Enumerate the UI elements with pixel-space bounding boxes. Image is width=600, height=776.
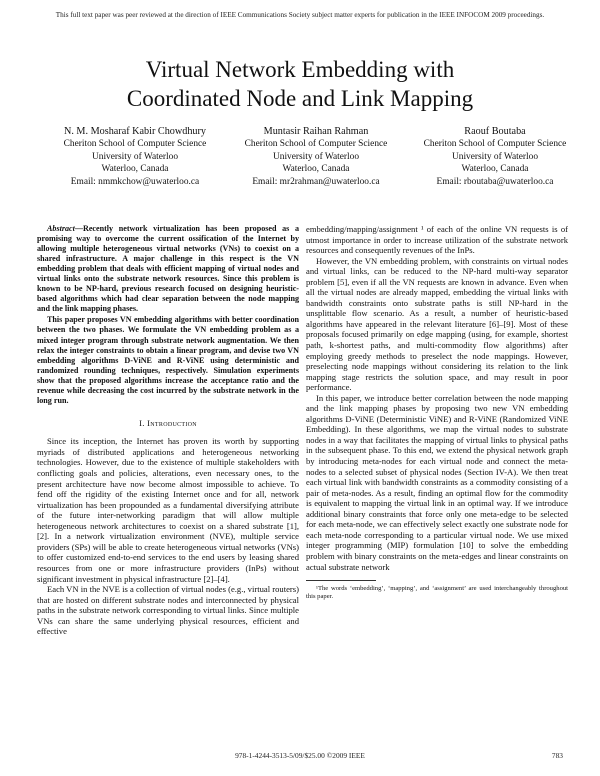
author-name: Raouf Boutaba — [464, 126, 526, 137]
intro-paragraph-2: Each VN in the NVE is a collection of virtual nodes (e.g., virtual routers) that are hosted on different substrate nodes and interconnected by physical paths in the substrate network corresponding to virtual links. Since multiple VNs can share the same underlying physical resources, efficient and effective — [37, 584, 299, 637]
author-email: Email: rboutaba@uwaterloo.ca — [436, 176, 554, 187]
right-body — [306, 224, 568, 572]
abstract-paragraph-1 — [37, 224, 299, 314]
right-paragraph-1: embedding/mapping/assignment ¹ of each of the online VN requests is of utmost importance in order to increase utilization of the substrate network resources and consequently revenues of the InPs. — [306, 224, 568, 256]
author-dept: Cheriton School of Computer Science — [423, 139, 567, 150]
right-column — [306, 224, 568, 601]
right-paragraph-2: However, the VN embedding problem, with constraints on virtual nodes and virtual links, can be reduced to the NP-hard multi-way separator problem [5], even if all the VN requests are known in advance. Even when all the virtual nodes are already mapped, embedding the virtual links with bandwidth constraints onto substrate paths is still NP-hard in the unsplittable flow scenario. As a result, a number of heuristic-based algorithms have appeared in the relevant literature [6]–[9]. Most of these proposals focused primarily on edge mapping (using, for example, shortest path, k-shortest paths, and multi-commodity flow algorithms) after employing greedy methods to preselect the node mappings. However, preselecting node mappings without considering its relation to the link mapping stage restricts the solution space, and may result in poor performance. — [306, 255, 568, 393]
abstract — [37, 224, 299, 406]
author-city: Waterloo, Canada — [461, 164, 529, 175]
author-dept: Cheriton School of Computer Science — [244, 139, 388, 150]
footnote-divider — [306, 580, 376, 581]
intro-body — [37, 436, 299, 636]
section-number: I. — [139, 417, 145, 428]
title-line-2: Coordinated Node and Link Mapping — [126, 86, 474, 111]
abstract-paragraph-2: This paper proposes VN embedding algorithms with better coordination between the two phases. We formulate the VN embedding problem as a mixed integer program through substrate network augmentation. We then relax the integer constraints to obtain a linear program, and devise two VN embedding algorithms D-ViNE and R-ViNE using deterministic and randomized rounding techniques, respectively. Simulation experiments show that the proposed algorithms increase the acceptance ratio and the revenue while decreasing the cost incurred by the substrate network in the long run. — [37, 315, 299, 405]
author-univ: University of Waterloo — [91, 151, 179, 162]
author-block-2 — [221, 126, 411, 188]
footnote: ¹The words ‘embedding’, ‘mapping’, and ‘assignment’ are used interchangeably throughout this paper. — [306, 585, 568, 601]
author-univ: University of Waterloo — [272, 151, 360, 162]
right-paragraph-3: In this paper, we introduce better correlation between the node mapping and the link mapping phases by proposing two new VN embedding algorithms D-ViNE (Deterministic ViNE) and R-ViNE (Randomized ViNE Embedding). In these algorithms, we map the virtual nodes to substrate nodes in a way that facilitates the mapping of virtual links to physical paths in the subsequent phase. To this end, we extend the physical network graph by introducing meta-nodes for each virtual node and connect the meta-nodes to a selected subset of physical nodes (Section IV-A). We then treat each virtual link with bandwidth constraints as a commodity consisting of a pair of meta-nodes. As a result, finding an optimal flow for the commodity is equivalent to mapping the virtual link in an optimal way. If we introduce additional binary constraints that force only one meta-edge to be selected for each meta-node, we can effectively select exactly one substrate node for each meta-node corresponding to a particular virtual node. We use mixed integer programming (MIP) formulation [10] to solve the embedding problem with binary constraints on the meta-edges and linear constraints on actual substrate network — [306, 392, 568, 572]
author-name: Muntasir Raihan Rahman — [263, 126, 369, 137]
abstract-text-1: —Recently network virtualization has been proposed as a promising way to overcome the current ossification of the Internet by allowing multiple heterogeneous virtual networks (VNs) to coexist on a shared infrastructure. A major challenge in this respect is the VN embedding problem that deals with efficient mapping of virtual nodes and virtual links onto the substrate network resources. Since this problem is known to be NP-hard, previous research focused on designing heuristic-based algorithms which had clear separation between the node mapping and the link mapping phases. — [37, 224, 299, 314]
author-name: N. M. Mosharaf Kabir Chowdhury — [63, 126, 207, 137]
section-title: Introduction — [147, 417, 197, 428]
author-dept: Cheriton School of Computer Science — [63, 139, 207, 150]
paper-title — [0, 55, 600, 113]
author-univ: University of Waterloo — [451, 151, 539, 162]
page-number: 783 — [551, 751, 563, 760]
section-heading-introduction — [37, 418, 299, 429]
copyright-footer: 978-1-4244-3513-5/09/$25.00 ©2009 IEEE — [235, 751, 365, 760]
abstract-label: Abstract — [47, 224, 75, 233]
title-line-1: Virtual Network Embedding with — [145, 57, 455, 82]
author-block-3 — [400, 126, 590, 188]
peer-review-note: This full text paper was peer reviewed at the direction of IEEE Communications Society subject matter experts for publication in the IEEE INFOCOM 2009 proceedings. — [55, 11, 545, 19]
author-email: Email: nmmkchow@uwaterloo.ca — [70, 176, 200, 187]
author-email: Email: mr2rahman@uwaterloo.ca — [252, 176, 380, 187]
intro-paragraph-1: Since its inception, the Internet has proven its worth by supporting myriads of distributed applications and heterogeneous networking technologies. However, due to the existence of multiple stakeholders with conflicting goals and policies, alterations, even necessary ones, to the present architecture have now become almost impossible to achieve. To fend off the rigidity of the existing Internet once and for all, network virtualization has been propounded as a fundamental diversifying attribute of the future inter-networking paradigm that will allow multiple heterogeneous network architectures to coexist on a shared substrate [1], [2]. In a network virtualization environment (NVE), multiple service providers (SPs) will be able to create heterogeneous virtual networks (VNs) to offer customized end-to-end services to the end users by leasing shared resources from one or more infrastructure providers (InPs) without significant investment in physical infrastructure [2]–[4]. — [37, 436, 299, 584]
author-city: Waterloo, Canada — [101, 164, 169, 175]
author-city: Waterloo, Canada — [282, 164, 350, 175]
left-column — [37, 224, 299, 637]
author-block-1 — [40, 126, 230, 188]
